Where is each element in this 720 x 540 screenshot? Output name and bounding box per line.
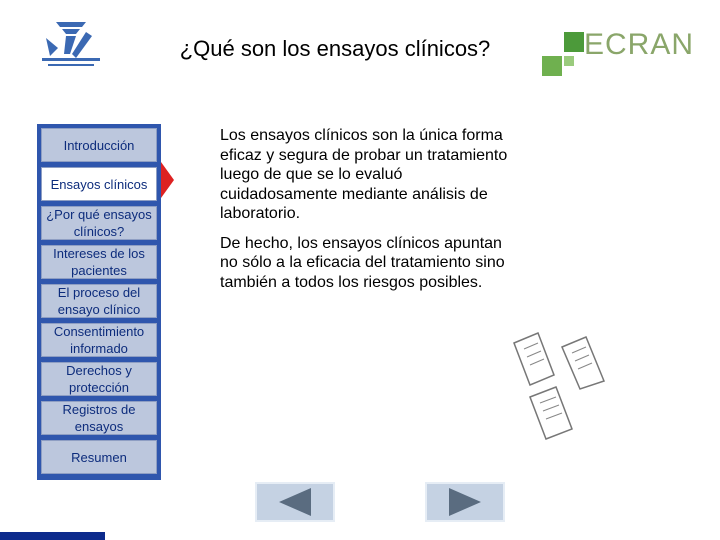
nav-item-consentimiento[interactable]: Consentimiento informado <box>41 323 157 357</box>
content-text <box>220 126 510 302</box>
nav-item-intereses[interactable]: Intereses de los pacientes <box>41 245 157 279</box>
content-paragraph-2: De hecho, los ensayos clínicos apuntan no sólo a la eficacia del tratamiento sino también a todos los riesgos posibles. <box>220 234 505 291</box>
sidebar-nav <box>37 124 161 480</box>
nav-item-derechos[interactable]: Derechos y protección <box>41 362 157 396</box>
next-button[interactable] <box>425 482 505 522</box>
nav-item-por-que[interactable]: ¿Por qué ensayos clínicos? <box>41 206 157 240</box>
nav-item-registros[interactable]: Registros de ensayos <box>41 401 157 435</box>
nav-item-proceso[interactable]: El proceso del ensayo clínico <box>41 284 157 318</box>
ecran-logo-text: ECRAN <box>584 28 695 61</box>
next-arrow-icon <box>427 484 503 520</box>
content-paragraph-1: Los ensayos clínicos son la única forma eficaz y segura de probar un tratamiento luego de que se lo evaluó cuidadosamente mediante análisis de laboratorio. <box>220 127 508 222</box>
nav-item-ensayos-clinicos[interactable]: Ensayos clínicos <box>41 167 157 201</box>
active-item-indicator <box>161 162 174 198</box>
nav-item-introduccion[interactable]: Introducción <box>41 128 157 162</box>
bottom-bar <box>0 532 105 540</box>
page-title: ¿Qué son los ensayos clínicos? <box>179 36 491 61</box>
documents-clipart <box>508 325 636 460</box>
fp7-logo <box>36 18 106 72</box>
nav-item-resumen[interactable]: Resumen <box>41 440 157 474</box>
previous-arrow-icon <box>257 484 333 520</box>
previous-button[interactable] <box>255 482 335 522</box>
